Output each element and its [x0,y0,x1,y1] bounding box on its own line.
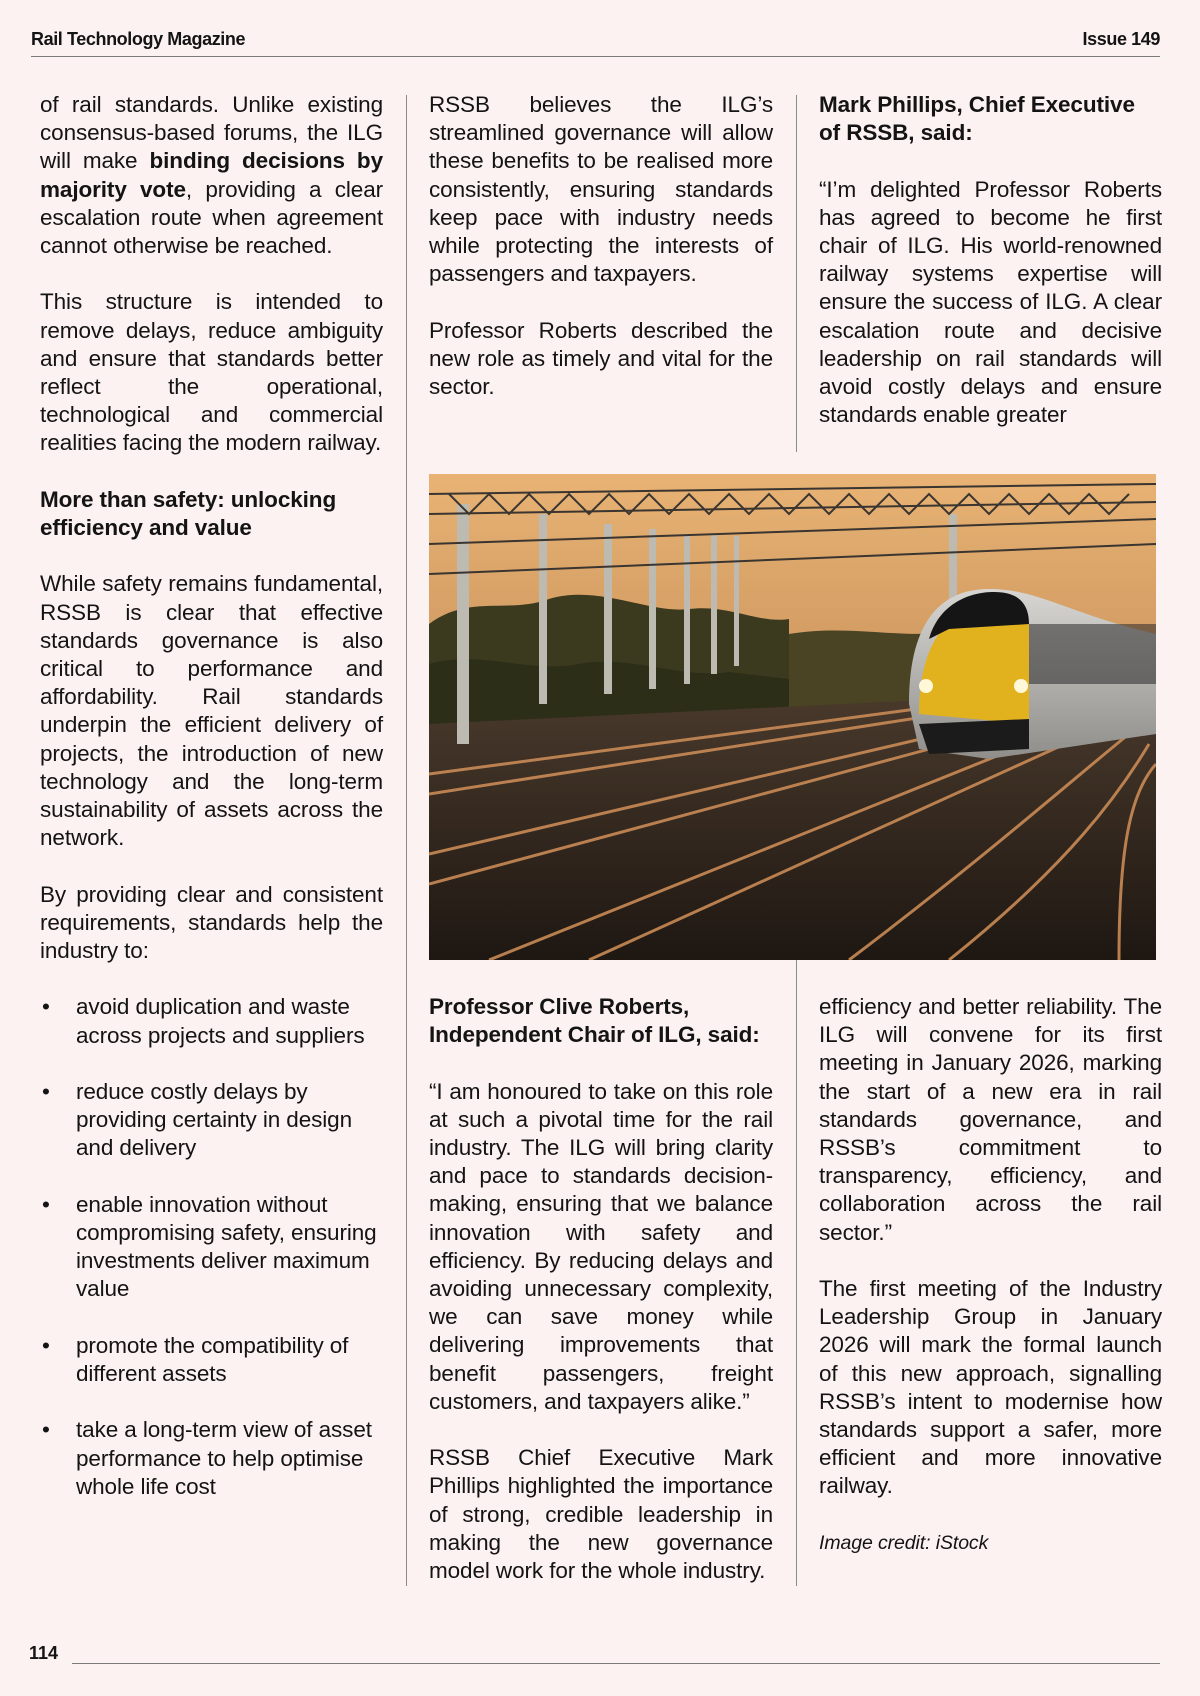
image-credit: Image credit: iStock [819,1531,989,1554]
paragraph: This structure is intended to remove delays, reduce ambiguity and ensure that standards better reflect the operational, technological and commercial realities facing the modern railway. [40,289,383,456]
bullet-icon: • [42,994,50,1020]
list-item: • promote the compatibility of different assets [42,1332,349,1387]
issue-number: Issue 149 [1082,29,1160,49]
paragraph: While safety remains fundamental, RSSB is clear that effective standards governance is also critical to performance and affordability. Rail standards underpin the efficient delivery of projects, the introduction of new technology and the long-term sustainability of assets across the network. [40,571,383,851]
section-heading: More than safety: unlocking efficiency and value [40,486,337,541]
list-item: • take a long-term view of asset performance to help optimise whole life cost [42,1417,372,1499]
paragraph: RSSB believes the ILG’s streamlined governance will allow these benefits to be realised more consistently, ensuring standards keep pace with industry needs while protecting the interests of passengers and taxpayers. [429,92,773,287]
bullet-list [40,993,383,1501]
paragraph: Professor Roberts described the new role as timely and vital for the sector. [429,317,773,400]
column-right-top [819,91,1162,429]
list-item: • avoid duplication and waste across projects and suppliers [42,994,365,1048]
bullet-icon: • [42,1332,50,1358]
magazine-title: Rail Technology Magazine [31,29,246,49]
paragraph: The first meeting of the Industry Leadership Group in January 2026 will mark the formal launch of this new approach, signalling RSSB’s intent to modernise how standards support a safer, more efficient and more innovative railway. [819,1276,1162,1499]
bullet-icon: • [42,1417,50,1443]
page-header [31,26,1160,57]
column-middle-top [429,91,773,401]
train-image-icon [429,474,1156,960]
bullet-icon: • [42,1191,50,1217]
bold-text: binding decisions by majority vote [40,148,383,202]
paragraph: RSSB Chief Executive Mark Phillips highlighted the importance of strong, credible leadership in making the new governance model work for the whole industry. [429,1445,773,1584]
paragraph: “I am honoured to take on this role at such a pivotal time for the rail industry. The ILG will bring clarity and pace to standards decision-making, ensuring that we balance innovation with safety and efficiency. By reducing delays and avoiding unnecessary complexity, we can save money while delivering improvements that benefit passengers, freight customers, and taxpayers alike.” [429,1078,773,1414]
quote-heading: Mark Phillips, Chief Executive of RSSB, said: [819,92,1135,146]
column-divider [796,95,797,452]
list-item: • reduce costly delays by providing certainty in design and delivery [42,1079,353,1161]
page-number: 114 [29,1643,59,1663]
column-right-bottom [819,993,1162,1557]
train-photo [429,474,1156,960]
column-left [40,91,383,1501]
paragraph: “I’m delighted Professor Roberts has agreed to become he first chair of ILG. His world-renowned railway systems expertise will ensure the success of ILG. A clear escalation route and decisive leadership on rail standards will avoid costly delays and ensure standards enable greater [819,176,1162,428]
column-middle-bottom [429,993,773,1585]
paragraph: of rail standards. Unlike existing consensus-based forums, the ILG will make binding decisions by majority vote, providing a clear escalation route when agreement cannot otherwise be reached. [40,92,383,259]
column-divider [406,95,407,1586]
column-divider [796,960,797,1586]
paragraph: efficiency and better reliability. The ILG will convene for its first meeting in January 2026, marking the start of a new era in rail standards governance, and RSSB’s commitment to transparency, efficiency, and collaboration across the rail sector.” [819,994,1162,1245]
quote-heading: Professor Clive Roberts, Independent Chair of ILG, said: [429,994,760,1048]
bullet-icon: • [42,1079,50,1105]
paragraph: By providing clear and consistent requirements, standards help the industry to: [40,881,383,964]
footer-rule [72,1663,1160,1664]
list-item: • enable innovation without compromising safety, ensuring investments deliver maximum value [42,1191,377,1302]
